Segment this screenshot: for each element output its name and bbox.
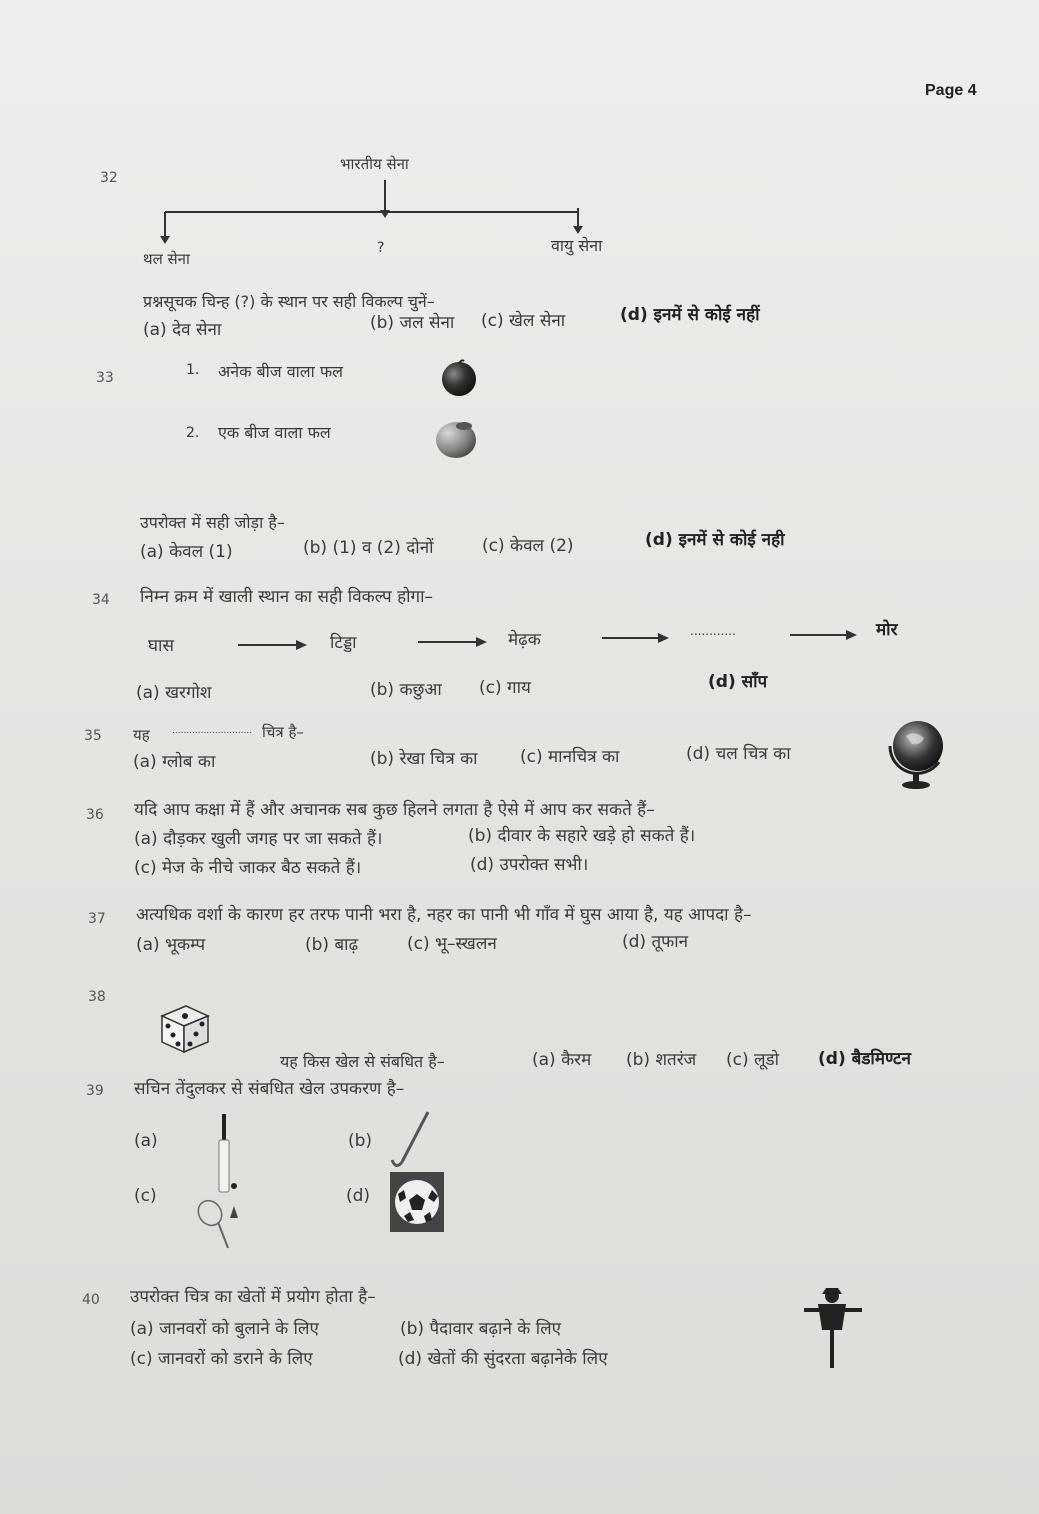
question-number: 39: [86, 1083, 104, 1099]
option-c: (c): [134, 1186, 157, 1206]
chain-item: घास: [148, 636, 174, 656]
option-d: (d) उपरोक्त सभी।: [470, 855, 589, 875]
question-number: 32: [100, 170, 118, 186]
option-d: (d) चल चित्र का: [686, 744, 791, 764]
option-b: (b) जल सेना: [370, 313, 455, 333]
question-text: निम्न क्रम में खाली स्थान का सही विकल्प होगा–: [140, 587, 433, 607]
question-text: यदि आप कक्षा में हैं और अचानक सब कुछ हिलने लगता है ऐसे में आप कर सकते हैं–: [134, 800, 655, 820]
chain-blank: ............: [690, 624, 736, 638]
football-icon: [390, 1172, 444, 1232]
question-number: 36: [86, 807, 104, 823]
item-number: 1.: [186, 362, 200, 378]
tree-middle-label: ?: [377, 240, 385, 256]
option-a: (a): [134, 1131, 158, 1151]
option-a: (a) केवल (1): [140, 542, 233, 562]
option-d: (d) साँप: [708, 672, 768, 692]
tree-right-label: वायु सेना: [551, 236, 603, 255]
item-text: अनेक बीज वाला फल: [218, 362, 344, 381]
option-b: (b) शतरंज: [626, 1050, 697, 1070]
item-text: एक बीज वाला फल: [218, 423, 331, 442]
question-number: 37: [88, 911, 106, 927]
option-a: (a) दौड़कर खुली जगह पर जा सकते हैं।: [134, 829, 383, 849]
option-c: (c) गाय: [479, 678, 531, 698]
question-blank: ............................: [172, 726, 253, 736]
chain-item: मेढ़क: [508, 630, 541, 650]
scarecrow-icon: [800, 1286, 866, 1370]
globe-image: [884, 716, 950, 790]
option-a: (a) कैरम: [532, 1050, 592, 1070]
question-number: 40: [82, 1292, 100, 1308]
tree-left-label: थल सेना: [143, 250, 190, 268]
option-c: (c) मेज के नीचे जाकर बैठ सकते हैं।: [134, 858, 362, 878]
option-c: (c) मानचित्र का: [520, 747, 620, 767]
question-text: उपरोक्त चित्र का खेतों में प्रयोग होता है–: [130, 1287, 376, 1307]
option-a: (a) ग्लोब का: [133, 752, 216, 772]
option-c: (c) केवल (2): [482, 536, 574, 556]
chain-item: टिड्डा: [330, 633, 357, 653]
question-number: 34: [92, 592, 110, 608]
question-text: उपरोक्त में सही जोड़ा है–: [140, 513, 285, 532]
question-number: 33: [96, 370, 114, 386]
question-text-end: चित्र है–: [262, 723, 304, 741]
question-text: सचिन तेंदुलकर से संबधित खेल उपकरण है–: [134, 1079, 405, 1099]
option-c: (c) जानवरों को डराने के लिए: [130, 1349, 313, 1369]
option-d: (d) इनमें से कोई नही: [645, 530, 785, 550]
option-d: (d): [346, 1186, 371, 1206]
option-a: (a) देव सेना: [143, 320, 222, 340]
question-text: अत्यधिक वर्शा के कारण हर तरफ पानी भरा है, नहर का पानी भी गाँव में घुस आया है, यह आपदा है–: [136, 905, 752, 925]
option-b: (b) पैदावार बढ़ाने के लिए: [400, 1319, 562, 1339]
option-b: (b): [348, 1131, 373, 1151]
question-text-start: यह: [133, 726, 150, 744]
option-b: (b) (1) व (2) दोनों: [303, 538, 434, 558]
option-b: (b) दीवार के सहारे खड़े हो सकते हैं।: [468, 826, 696, 846]
option-d: (d) बैडमिण्टन: [818, 1049, 911, 1069]
dice-image: [156, 1002, 212, 1056]
question-number: 38: [88, 989, 106, 1005]
option-d: (d) तूफान: [622, 932, 689, 952]
question-text: प्रश्नसूचक चिन्ह (?) के स्थान पर सही विकल्प चुनें–: [143, 292, 435, 311]
option-a: (a) जानवरों को बुलाने के लिए: [130, 1319, 319, 1339]
option-c: (c) खेल सेना: [481, 311, 566, 331]
option-d: (d) इनमें से कोई नहीं: [620, 305, 760, 325]
question-text: यह किस खेल से संबधित है–: [280, 1052, 445, 1071]
option-c: (c) लूडो: [726, 1050, 780, 1070]
chain-item: मोर: [876, 620, 898, 640]
hockey-stick-icon: [390, 1110, 432, 1172]
option-b: (b) बाढ़: [305, 935, 359, 955]
option-d: (d) खेतों की सुंदरता बढ़ानेके लिए: [398, 1349, 608, 1369]
option-b: (b) रेखा चित्र का: [370, 749, 478, 769]
option-a: (a) भूकम्प: [136, 935, 206, 955]
question-number: 35: [84, 728, 102, 744]
tree-root-label: भारतीय सेना: [340, 155, 409, 173]
page-label: Page 4: [925, 82, 977, 99]
cricket-bat-icon: [210, 1112, 240, 1194]
option-b: (b) कछुआ: [370, 680, 442, 700]
item-number: 2.: [186, 425, 200, 441]
option-c: (c) भू–स्खलन: [407, 934, 497, 954]
option-a: (a) खरगोश: [136, 683, 212, 703]
food-chain-arrows: [0, 0, 1039, 700]
badminton-racket-icon: [194, 1196, 246, 1250]
